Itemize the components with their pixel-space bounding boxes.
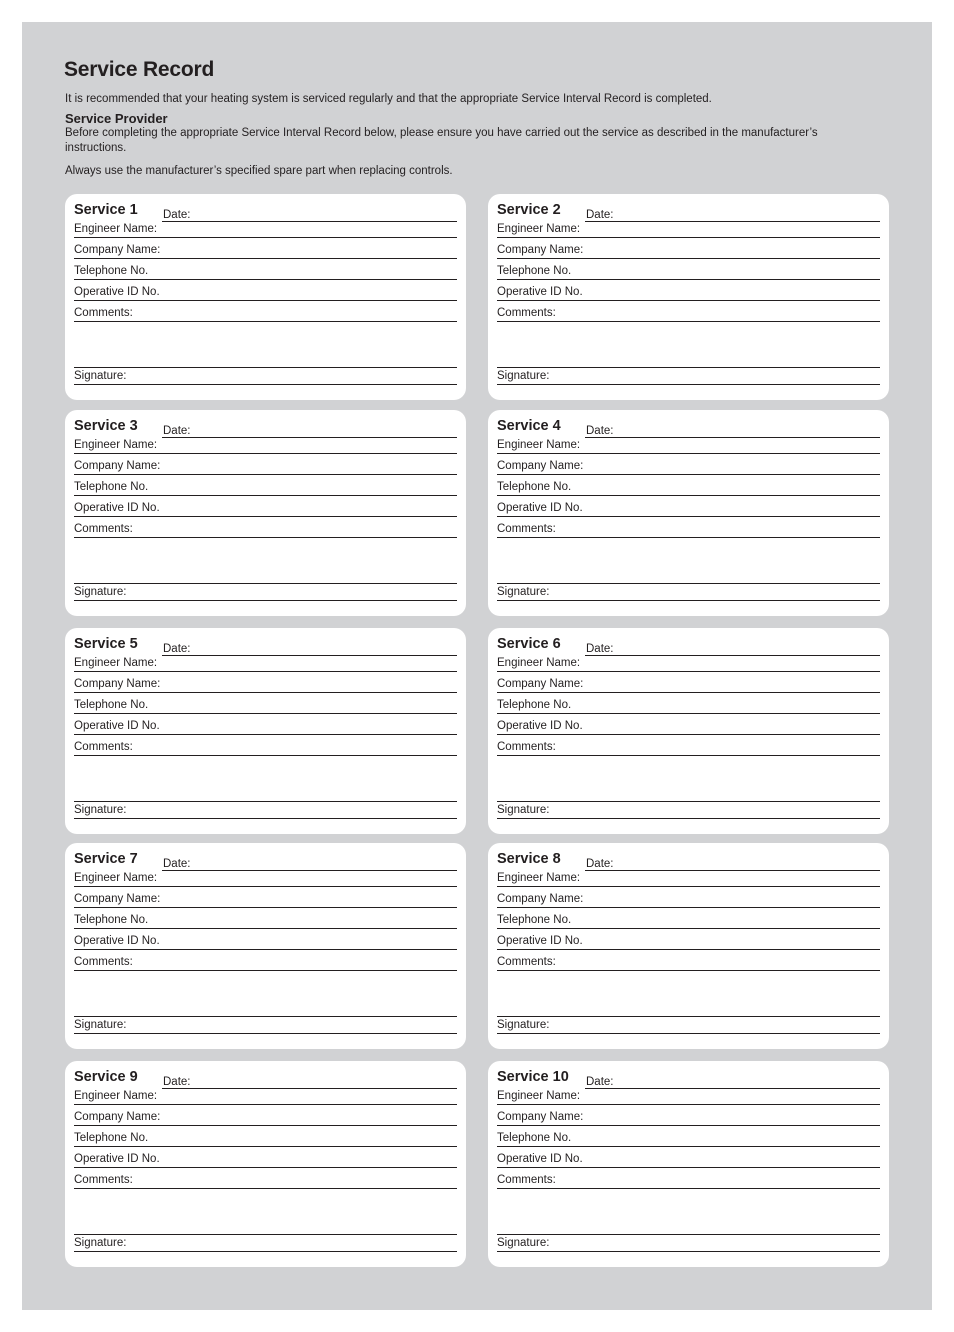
company-name-field[interactable] (497, 1108, 880, 1126)
company-name-label: Company Name: (74, 678, 161, 690)
signature-label: Signature: (497, 804, 550, 816)
comments-field[interactable] (497, 953, 880, 971)
operative-id-label: Operative ID No. (74, 1153, 160, 1165)
company-name-label: Company Name: (497, 893, 584, 905)
operative-id-label: Operative ID No. (497, 720, 583, 732)
engineer-name-field[interactable] (497, 654, 880, 672)
operative-id-field[interactable] (497, 499, 880, 517)
service-record-card-5 (65, 628, 466, 834)
telephone-field[interactable] (497, 696, 880, 714)
telephone-field[interactable] (497, 911, 880, 929)
company-name-field[interactable] (497, 675, 880, 693)
comments-label: Comments: (497, 523, 556, 535)
date-label: Date: (586, 209, 614, 221)
operative-id-label: Operative ID No. (74, 286, 160, 298)
signature-field[interactable] (74, 1016, 457, 1034)
telephone-label: Telephone No. (74, 481, 149, 493)
service-record-card-1 (65, 194, 466, 400)
engineer-name-field[interactable] (74, 1087, 457, 1105)
comments-field[interactable] (74, 953, 457, 971)
company-name-field[interactable] (74, 457, 457, 475)
engineer-name-label: Engineer Name: (497, 439, 581, 451)
service-title-6: Service 6 (497, 636, 561, 652)
operative-id-field[interactable] (74, 499, 457, 517)
telephone-label: Telephone No. (74, 699, 149, 711)
operative-id-field[interactable] (497, 932, 880, 950)
operative-id-field[interactable] (497, 1150, 880, 1168)
company-name-field[interactable] (497, 457, 880, 475)
service-record-card-9 (65, 1061, 466, 1267)
company-name-field[interactable] (74, 1108, 457, 1126)
company-name-label: Company Name: (74, 460, 161, 472)
service-record-card-6 (488, 628, 889, 834)
signature-field[interactable] (74, 1234, 457, 1252)
company-name-label: Company Name: (497, 1111, 584, 1123)
company-name-label: Company Name: (74, 893, 161, 905)
date-label: Date: (163, 425, 191, 437)
telephone-field[interactable] (74, 262, 457, 280)
telephone-label: Telephone No. (74, 914, 149, 926)
comments-field[interactable] (74, 304, 457, 322)
signature-label: Signature: (497, 1019, 550, 1031)
signature-label: Signature: (74, 804, 127, 816)
comments-label: Comments: (74, 307, 133, 319)
date-label: Date: (163, 1076, 191, 1088)
service-record-card-4 (488, 410, 889, 616)
engineer-name-field[interactable] (497, 1087, 880, 1105)
operative-id-label: Operative ID No. (497, 1153, 583, 1165)
company-name-label: Company Name: (497, 678, 584, 690)
engineer-name-label: Engineer Name: (497, 872, 581, 884)
signature-label: Signature: (74, 1019, 127, 1031)
service-title-1: Service 1 (74, 202, 138, 218)
comments-label: Comments: (497, 741, 556, 753)
operative-id-field[interactable] (497, 717, 880, 735)
service-title-9: Service 9 (74, 1069, 138, 1085)
controls-note: Always use the manufacturer’s specified spare part when replacing controls. (65, 165, 453, 177)
signature-field[interactable] (497, 583, 880, 601)
service-record-card-7 (65, 843, 466, 1049)
service-title-5: Service 5 (74, 636, 138, 652)
engineer-name-label: Engineer Name: (497, 223, 581, 235)
service-record-card-3 (65, 410, 466, 616)
telephone-label: Telephone No. (497, 265, 572, 277)
operative-id-field[interactable] (74, 932, 457, 950)
company-name-label: Company Name: (497, 244, 584, 256)
comments-label: Comments: (74, 956, 133, 968)
engineer-name-field[interactable] (497, 869, 880, 887)
service-title-4: Service 4 (497, 418, 561, 434)
telephone-field[interactable] (74, 1129, 457, 1147)
operative-id-field[interactable] (74, 717, 457, 735)
service-title-10: Service 10 (497, 1069, 569, 1085)
service-record-card-8 (488, 843, 889, 1049)
telephone-field[interactable] (74, 696, 457, 714)
signature-label: Signature: (497, 1237, 550, 1249)
comments-field[interactable] (74, 1171, 457, 1189)
telephone-label: Telephone No. (497, 1132, 572, 1144)
signature-label: Signature: (74, 586, 127, 598)
engineer-name-label: Engineer Name: (74, 872, 158, 884)
comments-field[interactable] (74, 520, 457, 538)
comments-label: Comments: (497, 1174, 556, 1186)
page-sheet (22, 22, 932, 1310)
engineer-name-field[interactable] (74, 869, 457, 887)
date-label: Date: (163, 858, 191, 870)
comments-field[interactable] (497, 520, 880, 538)
date-label: Date: (586, 858, 614, 870)
telephone-label: Telephone No. (74, 1132, 149, 1144)
telephone-field[interactable] (497, 478, 880, 496)
engineer-name-label: Engineer Name: (74, 223, 158, 235)
comments-field[interactable] (74, 738, 457, 756)
signature-field[interactable] (497, 801, 880, 819)
service-record-card-2 (488, 194, 889, 400)
service-title-2: Service 2 (497, 202, 561, 218)
telephone-field[interactable] (74, 478, 457, 496)
signature-field[interactable] (497, 1234, 880, 1252)
signature-label: Signature: (497, 586, 550, 598)
operative-id-label: Operative ID No. (497, 935, 583, 947)
signature-field[interactable] (74, 583, 457, 601)
comments-label: Comments: (74, 1174, 133, 1186)
operative-id-field[interactable] (74, 283, 457, 301)
signature-field[interactable] (74, 367, 457, 385)
service-title-3: Service 3 (74, 418, 138, 434)
operative-id-field[interactable] (74, 1150, 457, 1168)
engineer-name-field[interactable] (74, 220, 457, 238)
company-name-label: Company Name: (497, 460, 584, 472)
company-name-label: Company Name: (74, 1111, 161, 1123)
signature-field[interactable] (497, 1016, 880, 1034)
engineer-name-label: Engineer Name: (74, 657, 158, 669)
operative-id-label: Operative ID No. (74, 935, 160, 947)
service-provider-heading: Service Provider (65, 111, 168, 126)
intro-text: It is recommended that your heating system is serviced regularly and that the appropriate Service Interval Record is completed. (65, 93, 712, 105)
telephone-field[interactable] (497, 262, 880, 280)
signature-label: Signature: (74, 370, 127, 382)
comments-label: Comments: (74, 741, 133, 753)
page-title: Service Record (64, 58, 215, 81)
service-record-card-10 (488, 1061, 889, 1267)
telephone-field[interactable] (74, 911, 457, 929)
comments-label: Comments: (74, 523, 133, 535)
telephone-field[interactable] (497, 1129, 880, 1147)
engineer-name-field[interactable] (497, 220, 880, 238)
telephone-label: Telephone No. (74, 265, 149, 277)
telephone-label: Telephone No. (497, 481, 572, 493)
comments-label: Comments: (497, 307, 556, 319)
comments-label: Comments: (497, 956, 556, 968)
comments-field[interactable] (497, 738, 880, 756)
date-label: Date: (163, 643, 191, 655)
service-provider-text: Before completing the appropriate Service Interval Record below, please ensure you have carried out the service as described in the manufacturer’s instructions. (65, 127, 818, 154)
signature-field[interactable] (497, 367, 880, 385)
operative-id-label: Operative ID No. (497, 286, 583, 298)
comments-field[interactable] (497, 1171, 880, 1189)
service-title-7: Service 7 (74, 851, 138, 867)
engineer-name-field[interactable] (74, 654, 457, 672)
signature-field[interactable] (74, 801, 457, 819)
operative-id-label: Operative ID No. (74, 502, 160, 514)
service-title-8: Service 8 (497, 851, 561, 867)
engineer-name-label: Engineer Name: (74, 439, 158, 451)
comments-field[interactable] (497, 304, 880, 322)
date-label: Date: (586, 643, 614, 655)
signature-label: Signature: (74, 1237, 127, 1249)
company-name-field[interactable] (497, 241, 880, 259)
engineer-name-label: Engineer Name: (497, 1090, 581, 1102)
company-name-field[interactable] (497, 890, 880, 908)
telephone-label: Telephone No. (497, 699, 572, 711)
engineer-name-field[interactable] (74, 436, 457, 454)
company-name-field[interactable] (74, 890, 457, 908)
date-label: Date: (163, 209, 191, 221)
engineer-name-label: Engineer Name: (74, 1090, 158, 1102)
company-name-field[interactable] (74, 241, 457, 259)
company-name-field[interactable] (74, 675, 457, 693)
operative-id-label: Operative ID No. (74, 720, 160, 732)
engineer-name-field[interactable] (497, 436, 880, 454)
operative-id-field[interactable] (497, 283, 880, 301)
signature-label: Signature: (497, 370, 550, 382)
operative-id-label: Operative ID No. (497, 502, 583, 514)
company-name-label: Company Name: (74, 244, 161, 256)
date-label: Date: (586, 425, 614, 437)
date-label: Date: (586, 1076, 614, 1088)
telephone-label: Telephone No. (497, 914, 572, 926)
engineer-name-label: Engineer Name: (497, 657, 581, 669)
